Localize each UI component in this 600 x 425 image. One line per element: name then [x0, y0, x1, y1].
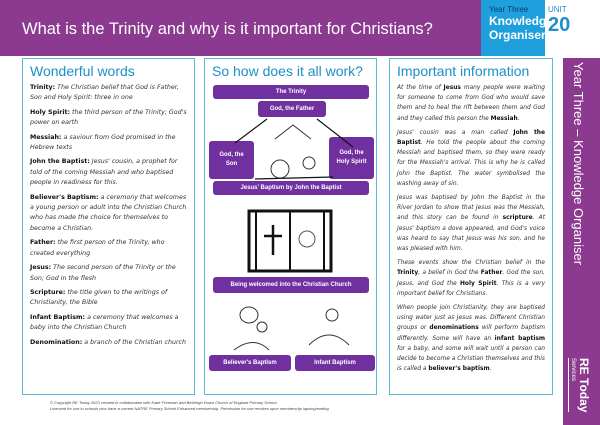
glossary-definition: the first person of the Trinity, who created everything — [30, 239, 165, 257]
footer — [50, 400, 329, 412]
important-info-panel — [389, 58, 553, 395]
glossary-definition: a saviour from God promised in the Hebrew texts — [30, 133, 176, 152]
panel-title: Important information — [397, 63, 530, 79]
glossary-term: Denomination: — [30, 338, 83, 346]
brand-logo — [568, 358, 591, 412]
glossary-item — [30, 157, 187, 188]
father-label: God, the Father — [258, 101, 326, 117]
glossary-term: Infant Baptism: — [30, 313, 86, 321]
glossary-definition: a ceremony that welcomes a young person or adult into the Christian Church who has made the choice for themselves to become a Christian. — [30, 193, 187, 232]
son-label: God, the Son — [209, 141, 254, 179]
glossary-definition: the third person of the Trinity; God's power on earth — [30, 108, 187, 127]
glossary-item — [30, 133, 187, 154]
glossary-definition: a branch of the Christian church — [82, 338, 186, 346]
year-label: Year Three — [489, 5, 529, 14]
ko-label-1: Knowledge — [489, 14, 554, 28]
bible-icon — [247, 209, 333, 273]
glossary-item — [30, 338, 187, 348]
infant-label: Infant Baptism — [295, 355, 375, 371]
baptism-scenes-icon — [229, 305, 359, 355]
glossary-term: Messiah: — [30, 133, 62, 141]
glossary-item — [30, 108, 187, 129]
glossary-term: Trinity: — [30, 84, 56, 91]
unit-label: UNIT — [548, 5, 567, 14]
glossary-definition: a ceremony that welcomes a baby into the Christian Church — [30, 313, 179, 332]
page-title: What is the Trinity and why is it important for Christians? — [0, 0, 481, 56]
info-paragraph: At the time of Jesus many people were waiting for someone to come from God who would save them and to heal the rift between them and God and they called this person the Messiah. — [397, 85, 546, 122]
glossary-definition: Jesus' cousin, a prophet for told of the coming Messiah and who baptised people in readiness for this. — [30, 158, 178, 187]
glossary-item — [30, 288, 187, 309]
trinity-arrows-icon — [205, 99, 378, 189]
glossary-term: Holy Spirit: — [30, 108, 71, 116]
glossary-term: Scripture: — [30, 288, 66, 296]
welcomed-label: Being welcomed into the Christian Church — [213, 277, 369, 293]
glossary-definition: The Christian belief that God is Father, Son and Holy Spirit: three in one — [30, 84, 179, 102]
ko-label-2: Organiser — [489, 28, 546, 42]
baptism-label: Jesus' Baptism by John the Baptist — [213, 181, 369, 195]
info-paragraph: Jesus was baptised by John the Baptist in the River Jordan to show that Jesus was the Messiah, and this story can be found in scripture. At Jesus' baptism a dove appeared, and God's voice was heard to say that Jesus was his son, and he was pleased with him. — [397, 195, 545, 253]
glossary-term: Father: — [30, 239, 56, 247]
glossary-item — [30, 238, 187, 259]
copyright: © Copyright RE Today 2023 created in collaboration with Katie Freeman and Bickleigh Down Church of England Primary School — [50, 400, 277, 405]
wonderful-words-panel — [22, 58, 195, 395]
how-it-works-panel — [204, 58, 377, 395]
brand-subtitle: Services — [568, 358, 577, 412]
glossary-definition: The second person of the Trinity or the Son; God in the flesh — [30, 264, 176, 282]
info-paragraph: Jesus' cousin was a man called John the Baptist. He told the people about the coming Messiah and baptised them, so they were ready for the Messiah's arrival. This is why he is called John the Baptist. The water symbolised the washing away of sin. — [397, 129, 545, 187]
glossary-term: Believer's Baptism: — [30, 193, 99, 201]
panel-title: So how does it all work? — [212, 63, 363, 79]
glossary-term: Jesus: — [30, 264, 52, 272]
side-bar — [563, 58, 600, 425]
panel-title: Wonderful words — [30, 63, 135, 79]
trinity-label: The Trinity — [213, 85, 369, 99]
info-paragraph: These events show the Christian belief in the Trinity, a belief in God the Father, God the son, Jesus, and God the Holy Spirit. This is a very important belief for Christians. — [397, 260, 546, 297]
glossary-item — [30, 263, 187, 284]
side-title: Year Three – Knowledge Organiser — [571, 62, 586, 266]
glossary-item — [30, 313, 187, 334]
unit-number: 20 — [548, 14, 571, 36]
believer-label: Believer's Baptism — [209, 355, 291, 371]
year-badge — [481, 0, 554, 56]
brand-name: RE Today — [577, 358, 591, 413]
spirit-label: God, the Holy Spirit — [329, 137, 374, 179]
unit-badge — [548, 5, 598, 37]
info-paragraph: When people join Christianity, they are baptised using water just as Jesus was. Different Christian groups or denominations will perform baptism differently. Some will have an infant baptism for a baby, and some will wait until a person can decide to become a Christian themselves and this is called a believer's baptism. — [397, 305, 546, 373]
license: Licensed for use in schools who have a current NATRE Primary School Enhanced membership. Permission for use revokes upon membership lapsing/ending — [50, 406, 329, 411]
glossary-item — [30, 83, 187, 104]
glossary-term: John the Baptist: — [30, 158, 90, 166]
glossary-definition: the title given to the writings of Christianity, the Bible — [30, 288, 168, 307]
glossary-item — [30, 193, 187, 235]
